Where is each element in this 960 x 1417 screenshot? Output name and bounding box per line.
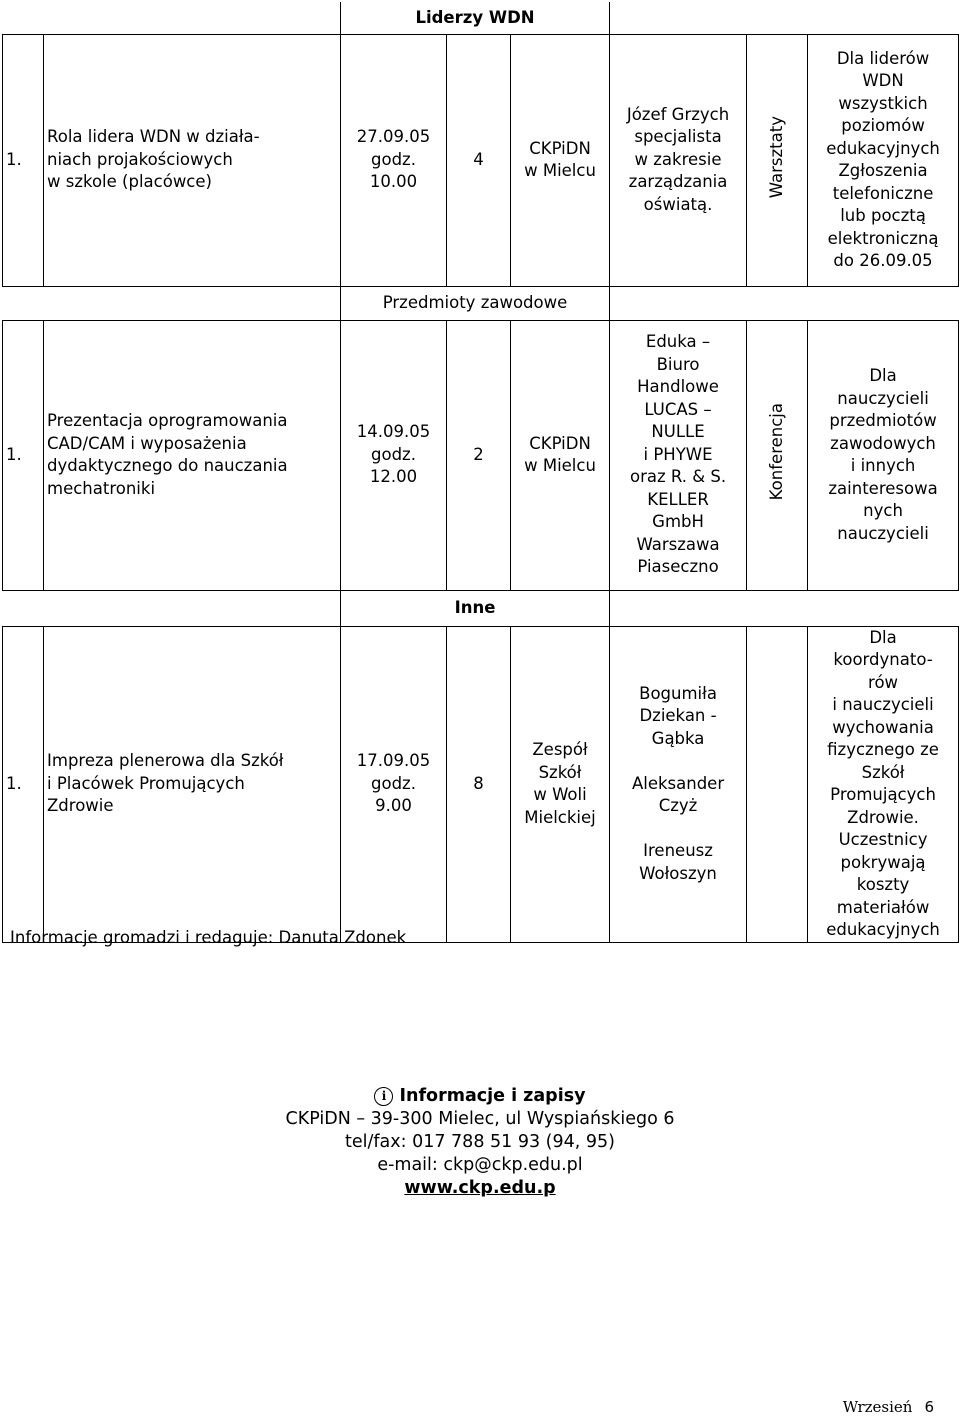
training-audience-line: Dla [869, 366, 897, 385]
header-spacer [3, 2, 341, 34]
training-hours: 4 [447, 34, 511, 286]
page-footer [843, 1398, 934, 1416]
training-leader-line [613, 750, 743, 773]
training-audience-line: elektroniczną [827, 228, 939, 248]
training-leader-line: KELLER [647, 489, 709, 509]
training-audience-line: Promujących [830, 785, 936, 804]
training-date [341, 34, 447, 286]
training-audience-line: Dla liderów [836, 48, 930, 68]
training-title-line: Impreza plenerowa dla Szkół [47, 751, 284, 771]
training-audience-line: do 26.09.05 [833, 251, 933, 270]
training-leader-line: Józef Grzych [626, 104, 730, 124]
training-audience [808, 34, 959, 286]
training-audience-line: wszystkich [838, 93, 928, 113]
contact-email: e-mail: ckp@ckp.edu.pl [377, 1155, 583, 1175]
training-audience-line: materiałów [836, 897, 930, 917]
training-title [44, 626, 341, 942]
training-title-line: CAD/CAM i wyposażenia [47, 433, 247, 453]
training-date-line: godz. [371, 149, 416, 169]
section-header: Przedmioty zawodowe [341, 286, 610, 320]
training-hours: 2 [447, 320, 511, 590]
training-leader-line: Gąbka [651, 728, 705, 748]
training-leader-line: oraz R. & S. [629, 467, 727, 487]
section-header-row [3, 590, 959, 626]
training-audience-line: zainteresowa [828, 478, 938, 498]
info-icon: i [374, 1087, 393, 1106]
section-header-row [3, 286, 959, 320]
training-leader-line: NULLE [651, 422, 705, 442]
training-audience [808, 320, 959, 590]
training-audience-line: pokrywają [840, 852, 926, 872]
training-leader [610, 34, 747, 286]
training-date-line: 14.09.05 [356, 422, 431, 442]
training-title-line: w szkole (placówce) [47, 172, 212, 192]
training-date [341, 626, 447, 942]
training-date-line: 10.00 [369, 172, 418, 192]
contact-address: CKPiDN – 39-300 Mielec, ul Wyspiańskiego 6 [285, 1109, 675, 1129]
training-audience [808, 626, 959, 942]
training-form-text: Konferencja [766, 403, 786, 501]
training-audience-line: i nauczycieli [832, 695, 934, 714]
table-row [3, 320, 959, 590]
training-leader-line: LUCAS – [644, 399, 712, 419]
header-spacer [610, 286, 959, 320]
training-place-line: w Woli [533, 785, 587, 804]
training-audience-line: poziomów [841, 116, 925, 135]
training-audience-line: WDN [862, 71, 904, 90]
training-leader-line: Warszawa [636, 534, 720, 554]
training-leader-line: w zakresie [634, 149, 722, 169]
training-date-line: 12.00 [369, 467, 418, 487]
training-leader-line: Wołoszyn [639, 863, 717, 883]
training-leader-line: specjalista [634, 127, 722, 147]
training-audience-line: Zdrowie. [847, 807, 919, 827]
contact-phone: tel/fax: 017 788 51 93 (94, 95) [345, 1132, 615, 1152]
training-title-line: Prezentacja oprogramowania [47, 411, 288, 430]
training-place-line: CKPiDN [529, 433, 591, 453]
training-leader-line: Biuro [656, 354, 700, 374]
training-title-line: niach projakościowych [47, 149, 233, 169]
training-leader [610, 626, 747, 942]
table-row [3, 34, 959, 286]
training-audience-line: koszty [856, 875, 910, 894]
training-audience-line: przedmiotów [829, 411, 937, 430]
training-form [747, 626, 808, 942]
training-audience-line: nauczycieli [837, 523, 929, 543]
training-audience-line: koordynato- [833, 650, 933, 669]
training-date-line: 9.00 [375, 796, 412, 816]
training-date-line: godz. [371, 444, 416, 464]
training-audience-line: Dla [869, 627, 897, 647]
training-audience-line: Uczestnicy [838, 830, 928, 849]
training-audience-line: telefoniczne [832, 183, 934, 203]
training-title-line: dydaktycznego do nauczania [47, 456, 288, 475]
website-link[interactable]: www.ckp.edu.p [404, 1178, 556, 1198]
section-header-row [3, 2, 959, 34]
training-place-line: CKPiDN [529, 138, 591, 158]
training-leader [610, 320, 747, 590]
training-place-line: Zespół [532, 740, 588, 759]
training-date-line: 27.09.05 [356, 127, 431, 147]
training-place-line: Mielckiej [524, 807, 596, 827]
training-audience-line: Zgłoszenia [838, 161, 928, 180]
training-place [511, 34, 610, 286]
training-place-line: w Mielcu [524, 456, 596, 475]
contact-title [0, 1085, 960, 1108]
training-audience-line: zawodowych [830, 433, 936, 453]
row-number: 1. [3, 320, 44, 590]
training-leader-line: oświatą. [643, 194, 713, 214]
training-hours: 8 [447, 626, 511, 942]
training-audience-line: nych [863, 501, 903, 520]
training-leader-line: Dziekan - [639, 706, 717, 726]
training-leader-line: GmbH [652, 512, 704, 532]
row-number: 1. [3, 626, 44, 942]
header-spacer [610, 590, 959, 626]
training-title-line: Zdrowie [47, 796, 114, 816]
page-number: 6 [924, 1398, 934, 1416]
training-audience-line: wychowania [832, 717, 934, 737]
training-leader-line: Czyż [658, 796, 698, 816]
training-audience-line: edukacyjnych [826, 138, 940, 158]
contact-title-text: Informacje i zapisy [399, 1086, 586, 1106]
training-place-line: Szkół [538, 762, 582, 782]
training-leader-line: Aleksander [631, 773, 725, 793]
training-title-line: Rola lidera WDN w działa- [47, 127, 260, 147]
section-header: Liderzy WDN [341, 2, 610, 34]
training-leader-line: Ireneusz [643, 841, 713, 861]
section-header: Inne [341, 590, 610, 626]
training-place [511, 626, 610, 942]
footer-month: Wrzesień [842, 1398, 913, 1416]
row-number: 1. [3, 34, 44, 286]
training-place [511, 320, 610, 590]
training-place-line: w Mielcu [524, 161, 596, 180]
training-date-line: 17.09.05 [356, 751, 431, 771]
training-title [44, 320, 341, 590]
table-row [3, 626, 959, 942]
training-leader-line: i PHYWE [643, 444, 713, 464]
header-spacer [610, 2, 959, 34]
training-form-text: Warsztaty [766, 115, 786, 198]
training-audience-line: rów [868, 672, 899, 692]
training-form [747, 34, 808, 286]
training-audience-line: lub pocztą [840, 206, 926, 225]
training-leader-line: Bogumiła [639, 683, 717, 703]
training-title-line: i Placówek Promujących [47, 773, 245, 793]
training-leader-line: Handlowe [637, 377, 719, 397]
training-title [44, 34, 341, 286]
training-leader-line: Piaseczno [637, 557, 719, 577]
training-leader-line [613, 818, 743, 841]
training-leader-line: Eduka – [645, 332, 711, 352]
training-audience-line: nauczycieli [837, 388, 929, 408]
editor-note: Informacje gromadzi i redaguje: Danuta Zdonek [10, 928, 407, 947]
training-date-line: godz. [371, 773, 416, 793]
training-title-line: mechatroniki [47, 478, 156, 498]
contact-block [0, 1085, 960, 1200]
header-spacer [3, 286, 341, 320]
training-form [747, 320, 808, 590]
training-audience-line: fizycznego ze [827, 740, 939, 759]
training-leader-line: zarządzania [628, 172, 728, 192]
training-audience-line: Szkół [861, 762, 905, 782]
training-audience-line: i innych [850, 456, 916, 475]
training-date [341, 320, 447, 590]
training-audience-line: edukacyjnych [826, 920, 940, 939]
training-schedule-table [2, 2, 959, 943]
header-spacer [3, 590, 341, 626]
